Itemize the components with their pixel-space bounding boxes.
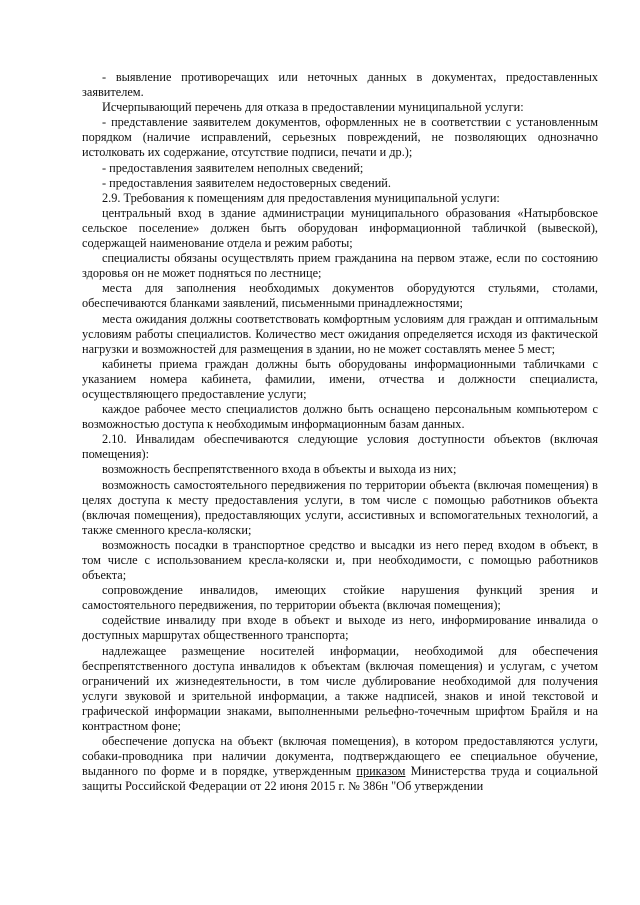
paragraph: возможность беспрепятственного входа в объекты и выхода из них; [102, 462, 457, 477]
document-body [82, 70, 598, 795]
paragraph: содействие инвалиду при входе в объект и выходе из него, информирование инвалида о доступных маршрутах общественного транспорта; [82, 613, 598, 643]
paragraph: надлежащее размещение носителей информации, необходимой для обеспечения беспрепятственного доступа инвалидов к объектам (включая помещения) и услугам, с учетом ограничений их жизнедеятельности, в том числе дублирование необходимой для получения услуги звуковой и зрительной информации, а также надписей, знаков и иной текстовой и графической информации знаками, выполненными рельефно-точечным шрифтом Брайля и на контрастном фоне; [82, 643, 598, 734]
paragraph: - предоставления заявителем неполных сведений; [102, 160, 364, 175]
paragraph: каждое рабочее место специалистов должно быть оснащено персональным компьютером с возможностью доступа к необходимым информационным базам данных. [82, 402, 598, 432]
paragraph-text-before-link: обеспечение допуска на объект (включая помещения), в котором предоставляются услуги, собаки-проводника при наличии документа, подтверждающего ее специальное обучение, выданного по форме и в порядке, утвержденным [82, 734, 598, 779]
section-heading-2-10: 2.10. Инвалидам обеспечиваются следующие условия доступности объектов (включая помещения): [82, 432, 598, 462]
paragraph-last [82, 734, 598, 794]
paragraph: - предоставления заявителем недостоверных сведений. [102, 175, 391, 190]
paragraph: сопровождение инвалидов, имеющих стойкие нарушения функций зрения и самостоятельного передвижения, по территории объекта (включая помещения); [82, 583, 598, 613]
paragraph: возможность самостоятельного передвижения по территории объекта (включая помещения) в целях доступа к месту предоставления услуги, в том числе с помощью работников объекта (включая помещения), предоставляющих услуги, ассистивных и вспомогательных технологий, а также сменного кресла-коляски; [82, 477, 598, 537]
paragraph: специалисты обязаны осуществлять прием гражданина на первом этаже, если по состоянию здоровья он не может подняться по лестнице; [82, 251, 598, 281]
paragraph: места для заполнения необходимых документов оборудуются стульями, столами, обеспечиваются бланками заявлений, письменными принадлежностями; [82, 281, 598, 311]
paragraph: возможность посадки в транспортное средство и высадки из него перед входом в объект, в том числе с использованием кресла-коляски и, при необходимости, с помощью работников объекта; [82, 537, 598, 583]
paragraph: - выявление противоречащих или неточных данных в документах, предоставленных заявителем. [82, 70, 598, 100]
paragraph-text-after-link: Министерства труда и социальной защиты Российской Федерации от 22 июня 2015 г. № 386н "Об утверждении [82, 764, 598, 794]
section-heading-2-9: 2.9. Требования к помещениям для предоставления муниципальной услуги: [102, 190, 500, 205]
paragraph: места ожидания должны соответствовать комфортным условиям для граждан и оптимальным условиям работы специалистов. Количество мест ожидания определяется исходя из фактической нагрузки и возможностей для размещения в здании, но не может составлять менее 5 мест; [82, 311, 598, 356]
paragraph: - представление заявителем документов, оформленных не в соответствии с установленным порядком (наличие исправлений, серьезных повреждений, не позволяющих однозначно истолковать их содержание, отсутствие подписи, печати и др.); [82, 115, 598, 160]
paragraph: Исчерпывающий перечень для отказа в предоставлении муниципальной услуги: [102, 100, 524, 115]
order-link[interactable]: приказом [356, 764, 406, 779]
paragraph: центральный вход в здание администрации муниципального образования «Натырбовское сельское поселение» должен быть оборудован информационной табличкой (вывеской), содержащей наименование отдела и режим работы; [82, 205, 598, 251]
paragraph: кабинеты приема граждан должны быть оборудованы информационными табличками с указанием номера кабинета, фамилии, имени, отчества и должности специалиста, осуществляющего предоставление услуги; [82, 356, 598, 401]
